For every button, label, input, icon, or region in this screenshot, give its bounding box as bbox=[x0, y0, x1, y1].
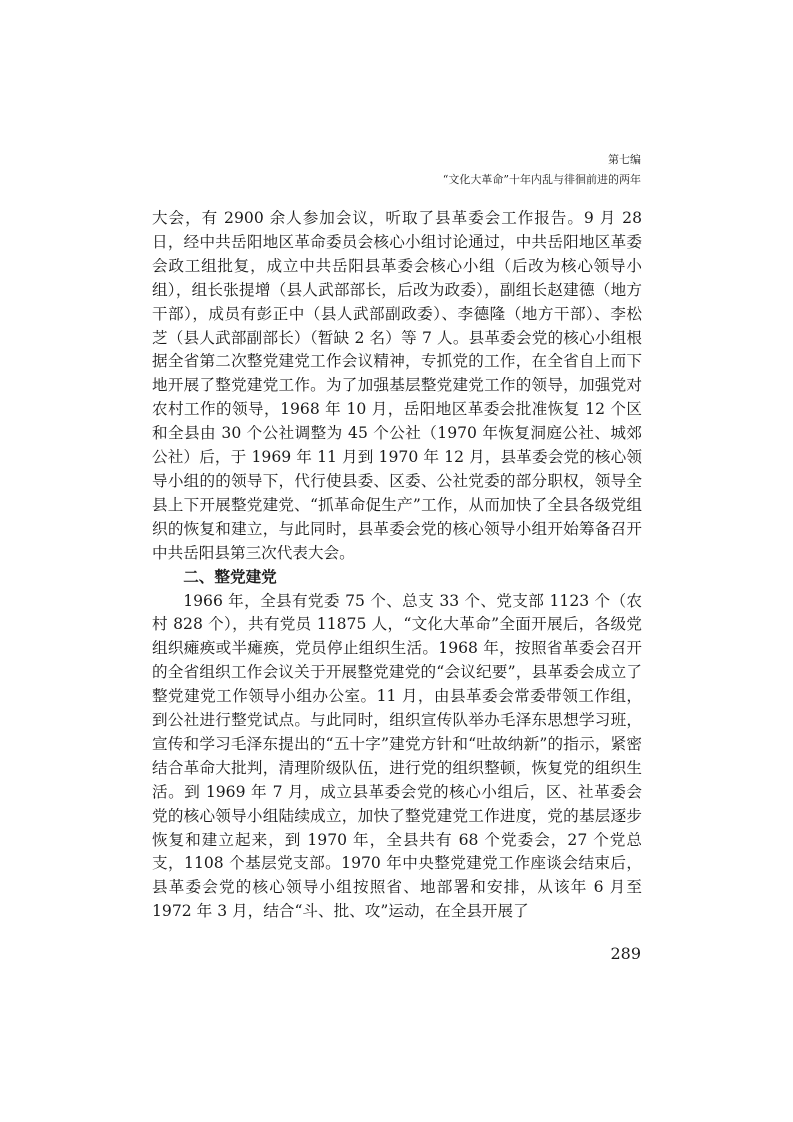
paragraph-continued: 大会，有 2900 余人参加会议，听取了县革委会工作报告。9 月 28 日，经中共岳阳地区革命委员会核心小组讨论通过，中共岳阳地区革委会政工组批复，成立中共岳阳县革委会核心小组（后改为核心领导小组），组长张提增（县人武部部长，后改为政委），副组长赵建德（地方干部），成员有彭正中（县人武部副政委）、李德隆（地方干部）、李松芝（县人武部副部长）（暂缺 2 名）等 7 人。县革委会党的核心小组根据全省第二次整党建党工作会议精神，专抓党的工作，在全省自上而下地开展了整党建党工作。为了加强基层整党建党工作的领导，加强党对农村工作的领导，1968 年 10 月，岳阳地区革委会批准恢复 12 个区和全县由 30 个公社调整为 45 个公社（1970 年恢复洞庭公社、城郊公社）后，于 1969 年 11 月到 1970 年 12 月，县革委会党的核心领导小组的的领导下，代行使县委、区委、公社党委的部分职权，领导全县上下开展整党建党、“抓革命促生产”工作，从而加快了全县各级党组织的恢复和建立，与此同时，县革委会党的核心领导小组开始筹备召开中共岳阳县第三次代表大会。 bbox=[152, 209, 642, 562]
header-subtitle: “文化大革命”十年内乱与徘徊前进的两年 bbox=[442, 173, 641, 186]
header-part: 第七编 bbox=[608, 153, 641, 166]
page-body bbox=[152, 207, 642, 924]
section-heading: 二、整党建党 bbox=[183, 567, 277, 586]
paragraph: 1966 年，全县有党委 75 个、总支 33 个、党支部 1123 个（农村 828 个），共有党员 11875 人，“文化大革命”全面开展后，各级党组织瘫痪或半瘫痪，党员停止组织生活。1968 年，按照省革委会召开的全省组织工作会议关于开展整党建党的“会议纪要”，县革委会成立了整党建党工作领导小组办公室。11 月，由县革委会常委带领工作组，到公社进行整党试点。与此同时，组织宣传队举办毛泽东思想学习班，宣传和学习毛泽东提出的“五十字”建党方针和“吐故纳新”的指示，紧密结合革命大批判，清理阶级队伍，进行党的组织整顿，恢复党的组织生活。到 1969 年 7 月，成立县革委会党的核心小组后，区、社革委会党的核心领导小组陆续成立，加快了整党建党工作进度，党的基层逐步恢复和建立起来，到 1970 年，全县共有 68 个党委会，27 个党总支，1108 个基层党支部。1970 年中央整党建党工作座谈会结束后，县革委会党的核心领导小组按照省、地部署和安排，从该年 6 月至 1972 年 3 月，结合“斗、批、攻”运动，在全县开展了 bbox=[152, 591, 642, 921]
running-header bbox=[443, 150, 641, 190]
page-number: 289 bbox=[610, 944, 641, 963]
